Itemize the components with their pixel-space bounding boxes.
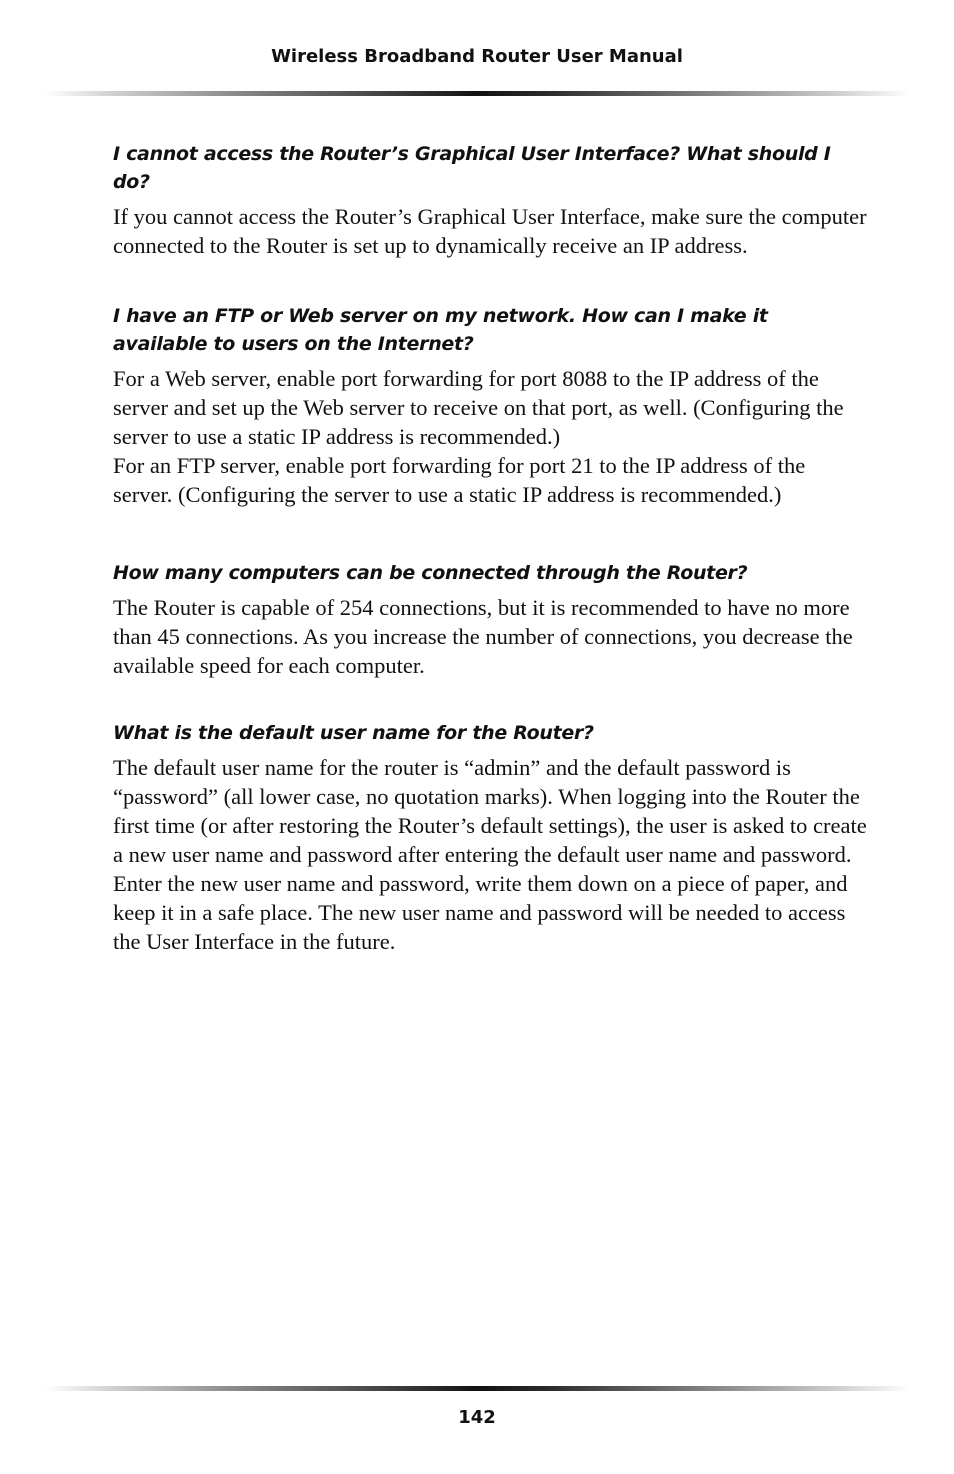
faq-answer: The default user name for the router is “admin” and the default password is “password” (all lower case, no quotation marks). When logging into the Router the first time (or after restoring the Router’s default settings), the user is asked to create a new user name and password after entering the default user name and password. Enter the new user name and password, write them down on a piece of paper, and keep it in a safe place. The new user name and password will be needed to access the User Interface in the future. xyxy=(113,755,867,954)
faq-question: I cannot access the Router’s Graphical User Interface? What should I do? xyxy=(113,143,831,193)
manual-title: Wireless Broadband Router User Manual xyxy=(271,46,683,67)
faq-question: I have an FTP or Web server on my network. How can I make it available to users on the Internet? xyxy=(113,305,768,355)
faq-question: How many computers can be connected through the Router? xyxy=(113,562,748,584)
faq-item-ftp-web-server xyxy=(113,302,868,509)
faq-answer: If you cannot access the Router’s Graphical User Interface, make sure the computer connected to the Router is set up to dynamically receive an IP address. xyxy=(113,204,867,258)
header-divider xyxy=(44,91,910,96)
faq-answer: The Router is capable of 254 connections, but it is recommended to have no more than 45 connections. As you increase the number of connections, you decrease the available speed for each computer. xyxy=(113,595,853,678)
faq-item-default-username xyxy=(113,719,868,956)
faq-item-gui-access xyxy=(113,140,868,260)
faq-question: What is the default user name for the Router? xyxy=(113,722,594,744)
faq-answer: For an FTP server, enable port forwarding for port 21 to the IP address of the server. (Configuring the server to use a static IP address is recommended.) xyxy=(113,453,806,507)
page-number: 142 xyxy=(458,1407,496,1428)
faq-content xyxy=(113,140,868,956)
faq-item-connection-count xyxy=(113,559,868,680)
faq-answer: For a Web server, enable port forwarding for port 8088 to the IP address of the server and set up the Web server to receive on that port, as well. (Configuring the server to use a static IP address is recommended.) xyxy=(113,366,844,449)
footer-divider xyxy=(44,1386,910,1391)
